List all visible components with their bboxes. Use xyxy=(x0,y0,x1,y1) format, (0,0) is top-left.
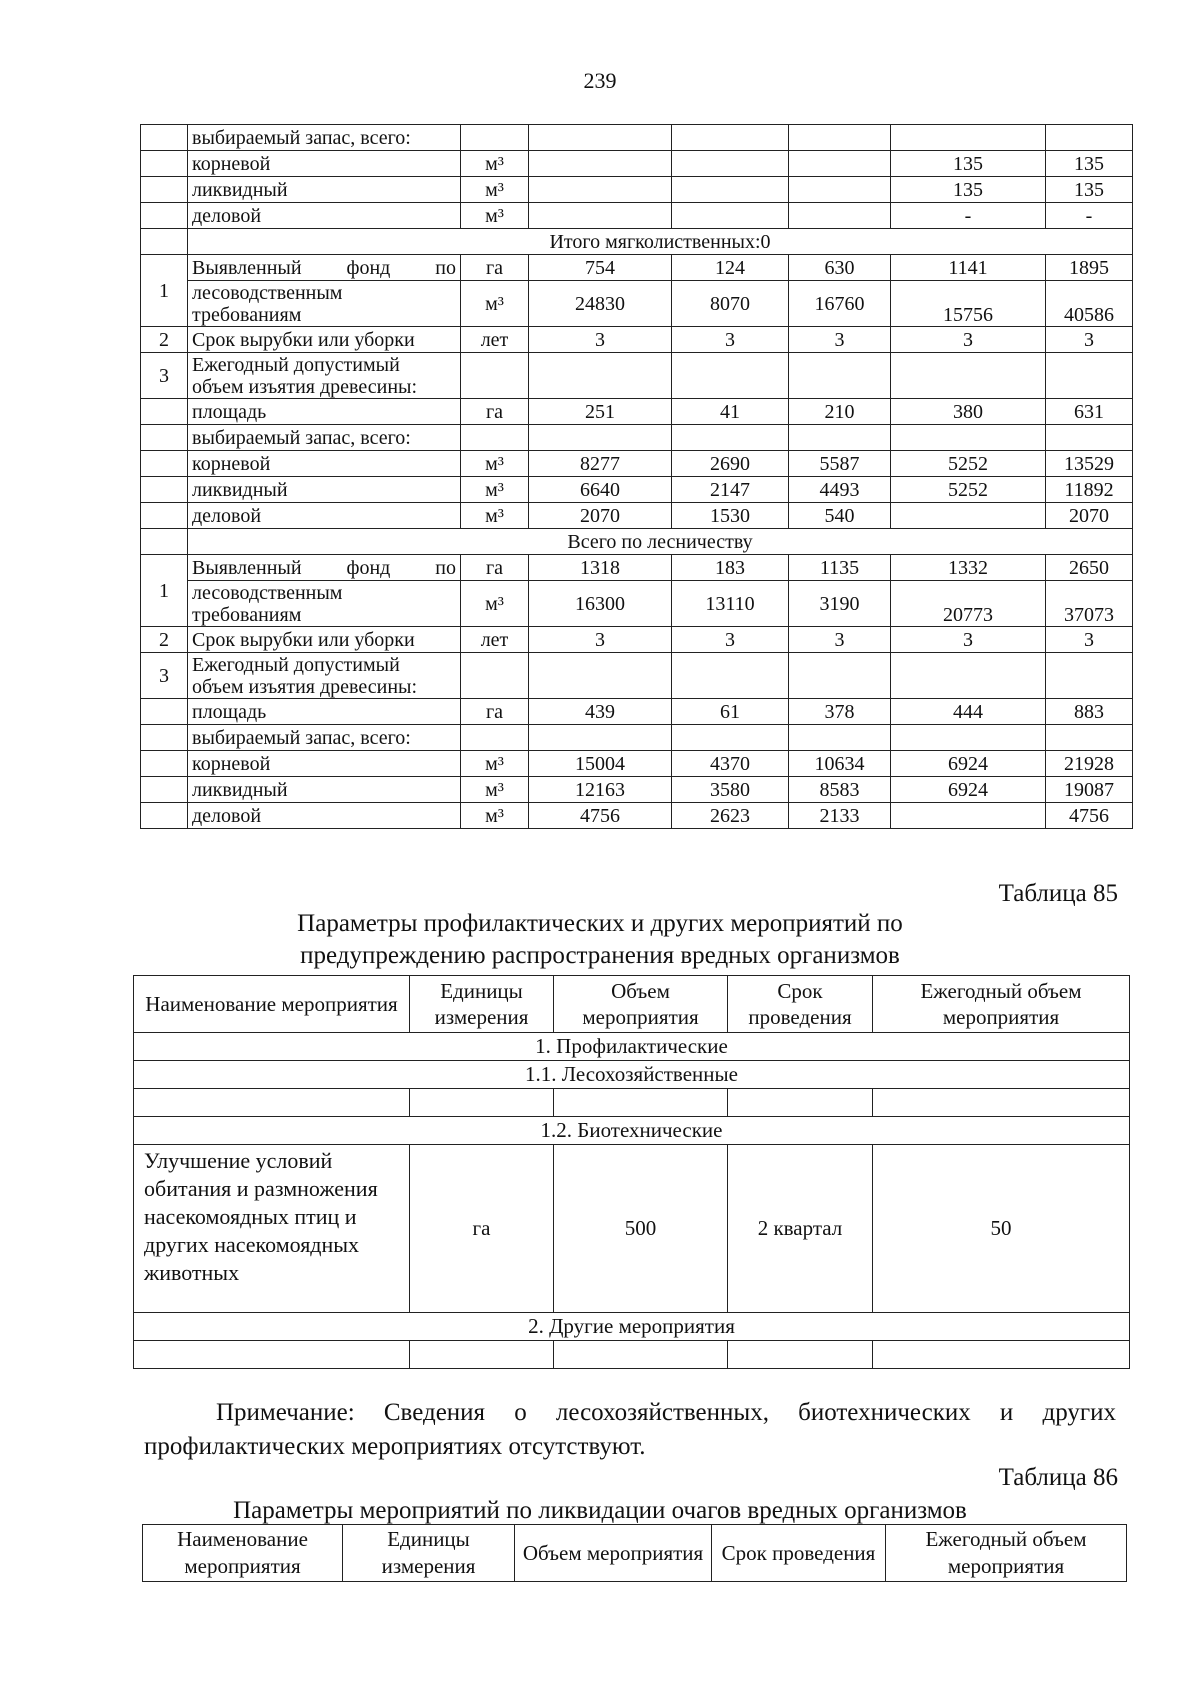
value-cell xyxy=(789,151,891,177)
table-row xyxy=(141,151,1133,177)
empty-cell xyxy=(410,1089,554,1117)
unit-cell: лет xyxy=(461,327,529,353)
header-cell: Ежегодный объем мероприятия xyxy=(873,976,1130,1033)
unit-cell: га xyxy=(461,255,529,281)
value-cell xyxy=(529,425,672,451)
section-other: 2. Другие мероприятия xyxy=(134,1313,1130,1341)
row-label: площадь xyxy=(188,699,461,725)
value-cell: 2070 xyxy=(529,503,672,529)
row-label: корневой xyxy=(188,751,461,777)
section-row xyxy=(141,229,1133,255)
section-label: Итого мягколиственных:0 xyxy=(188,229,1133,255)
value-cell: 3580 xyxy=(672,777,789,803)
value-cell: 444 xyxy=(891,699,1046,725)
header-cell: Единицы измерения xyxy=(410,976,554,1033)
value-cell: 2133 xyxy=(789,803,891,829)
value-cell: 3 xyxy=(529,327,672,353)
row-label: ликвидный xyxy=(188,777,461,803)
unit-cell: га xyxy=(461,399,529,425)
empty-cell xyxy=(728,1089,873,1117)
header-cell: Объем мероприятия xyxy=(554,976,728,1033)
table-row xyxy=(141,177,1133,203)
value-cell: 4756 xyxy=(1046,803,1133,829)
unit-cell: м³ xyxy=(461,777,529,803)
row-label: Срок вырубки или уборки xyxy=(188,627,461,653)
row-number xyxy=(141,151,188,177)
row-label: выбираемый запас, всего: xyxy=(188,725,461,751)
section-label: Всего по лесничеству xyxy=(188,529,1133,555)
table-85 xyxy=(133,975,1130,1369)
value-cell: 2070 xyxy=(1046,503,1133,529)
value-cell xyxy=(529,353,672,399)
value-cell xyxy=(672,653,789,699)
value-cell: 540 xyxy=(789,503,891,529)
value-cell xyxy=(789,653,891,699)
table-85-caption: Таблица 85 xyxy=(998,880,1118,907)
row-label: деловой xyxy=(188,203,461,229)
value-cell: 15004 xyxy=(529,751,672,777)
row-label: Ежегодный допустимый объем изъятия древесины: xyxy=(188,353,461,399)
empty-cell xyxy=(554,1089,728,1117)
row-label: Выявленный фонд по xyxy=(188,255,461,281)
row-number: 1 xyxy=(141,255,188,327)
row-label: площадь xyxy=(188,399,461,425)
value-cell: - xyxy=(1046,203,1133,229)
value-cell: 24830 xyxy=(529,281,672,327)
value-cell xyxy=(789,125,891,151)
row-label: Выявленный фонд по xyxy=(188,555,461,581)
value-cell: 5587 xyxy=(789,451,891,477)
value-cell xyxy=(789,425,891,451)
num-cell xyxy=(141,529,188,555)
row-number xyxy=(141,125,188,151)
row-number xyxy=(141,777,188,803)
unit-cell: м³ xyxy=(461,503,529,529)
table-row xyxy=(141,399,1133,425)
value-cell: - xyxy=(891,203,1046,229)
value-cell: 631 xyxy=(1046,399,1133,425)
value-cell: 8277 xyxy=(529,451,672,477)
value-cell: 2623 xyxy=(672,803,789,829)
header-cell: Срок проведения xyxy=(712,1525,886,1582)
unit-cell: га xyxy=(461,555,529,581)
row-number xyxy=(141,699,188,725)
note-paragraph: Примечание: Сведения о лесохозяйственных, биотехнических и других профилактических мероприятиях отсутствуют. xyxy=(144,1399,1116,1460)
value-cell xyxy=(789,725,891,751)
value-cell: 3 xyxy=(529,627,672,653)
row-label: лесоводственным требованиям xyxy=(188,581,461,627)
unit-cell: м³ xyxy=(461,203,529,229)
table-row xyxy=(141,627,1133,653)
value-cell: 16300 xyxy=(529,581,672,627)
section-biotechnical: 1.2. Биотехнические xyxy=(134,1117,1130,1145)
row-number xyxy=(141,725,188,751)
header-cell: Срок проведения xyxy=(728,976,873,1033)
row-number xyxy=(141,425,188,451)
value-cell: 2147 xyxy=(672,477,789,503)
value-cell xyxy=(1046,353,1133,399)
row-number: 1 xyxy=(141,555,188,627)
value-cell: 135 xyxy=(891,177,1046,203)
value-cell xyxy=(891,503,1046,529)
table-row xyxy=(141,125,1133,151)
value-cell: 20773 xyxy=(891,581,1046,627)
header-cell: Объем мероприятия xyxy=(515,1525,712,1582)
value-cell: 15756 xyxy=(891,281,1046,327)
value-cell: 3 xyxy=(672,327,789,353)
unit-cell: лет xyxy=(461,627,529,653)
value-cell xyxy=(789,177,891,203)
value-cell xyxy=(891,803,1046,829)
header-cell: Наименование мероприятия xyxy=(134,976,410,1033)
value-cell xyxy=(529,653,672,699)
table-row xyxy=(141,581,1133,627)
table-row xyxy=(141,425,1133,451)
empty-cell xyxy=(134,1341,410,1369)
activity-annual: 50 xyxy=(873,1145,1130,1313)
activity-unit: га xyxy=(410,1145,554,1313)
value-cell: 6924 xyxy=(891,777,1046,803)
empty-cell xyxy=(728,1341,873,1369)
num-cell xyxy=(141,229,188,255)
value-cell xyxy=(1046,725,1133,751)
activity-volume: 500 xyxy=(554,1145,728,1313)
table-86-header-row xyxy=(143,1525,1127,1582)
row-label: ликвидный xyxy=(188,177,461,203)
value-cell xyxy=(672,125,789,151)
activity-term: 2 квартал xyxy=(728,1145,873,1313)
value-cell xyxy=(672,353,789,399)
table-row xyxy=(141,699,1133,725)
section-row xyxy=(141,529,1133,555)
value-cell: 380 xyxy=(891,399,1046,425)
forest-fund-table xyxy=(140,124,1133,829)
row-label: деловой xyxy=(188,503,461,529)
table-row xyxy=(141,477,1133,503)
value-cell: 124 xyxy=(672,255,789,281)
section-prophylactic: 1. Профилактические xyxy=(134,1033,1130,1061)
value-cell xyxy=(529,151,672,177)
value-cell: 6640 xyxy=(529,477,672,503)
table-row xyxy=(141,725,1133,751)
value-cell: 2690 xyxy=(672,451,789,477)
empty-cell xyxy=(873,1341,1130,1369)
row-number: 3 xyxy=(141,653,188,699)
value-cell: 3 xyxy=(672,627,789,653)
value-cell: 630 xyxy=(789,255,891,281)
row-number xyxy=(141,203,188,229)
value-cell: 439 xyxy=(529,699,672,725)
value-cell: 754 xyxy=(529,255,672,281)
value-cell xyxy=(891,725,1046,751)
row-number xyxy=(141,503,188,529)
activity-name: Улучшение условий обитания и размножения насекомоядных птиц и других насекомоядных животных xyxy=(134,1145,410,1313)
value-cell: 11892 xyxy=(1046,477,1133,503)
unit-cell: м³ xyxy=(461,803,529,829)
table-row xyxy=(141,777,1133,803)
value-cell xyxy=(529,203,672,229)
row-label: выбираемый запас, всего: xyxy=(188,425,461,451)
value-cell: 3 xyxy=(891,327,1046,353)
unit-cell xyxy=(461,653,529,699)
row-label: корневой xyxy=(188,451,461,477)
value-cell: 1135 xyxy=(789,555,891,581)
value-cell: 5252 xyxy=(891,451,1046,477)
value-cell: 8070 xyxy=(672,281,789,327)
table-row xyxy=(141,555,1133,581)
value-cell: 1318 xyxy=(529,555,672,581)
value-cell xyxy=(672,177,789,203)
value-cell: 10634 xyxy=(789,751,891,777)
value-cell: 13529 xyxy=(1046,451,1133,477)
value-cell: 16760 xyxy=(789,281,891,327)
value-cell xyxy=(529,125,672,151)
row-number xyxy=(141,399,188,425)
unit-cell: м³ xyxy=(461,151,529,177)
value-cell: 183 xyxy=(672,555,789,581)
unit-cell xyxy=(461,425,529,451)
row-number xyxy=(141,477,188,503)
table-row xyxy=(141,281,1133,327)
value-cell xyxy=(672,425,789,451)
table-row xyxy=(141,327,1133,353)
value-cell xyxy=(891,353,1046,399)
value-cell xyxy=(672,151,789,177)
value-cell: 5252 xyxy=(891,477,1046,503)
unit-cell: м³ xyxy=(461,177,529,203)
value-cell: 13110 xyxy=(672,581,789,627)
unit-cell xyxy=(461,725,529,751)
value-cell: 61 xyxy=(672,699,789,725)
table-row xyxy=(141,203,1133,229)
table-86-caption: Таблица 86 xyxy=(998,1464,1118,1491)
table-row xyxy=(141,803,1133,829)
value-cell: 21928 xyxy=(1046,751,1133,777)
empty-cell xyxy=(873,1089,1130,1117)
value-cell: 3 xyxy=(1046,327,1133,353)
value-cell: 1141 xyxy=(891,255,1046,281)
row-label: Срок вырубки или уборки xyxy=(188,327,461,353)
unit-cell: м³ xyxy=(461,451,529,477)
table-86 xyxy=(142,1524,1127,1582)
value-cell: 883 xyxy=(1046,699,1133,725)
row-number: 3 xyxy=(141,353,188,399)
header-cell: Ежегодный объем мероприятия xyxy=(886,1525,1127,1582)
value-cell xyxy=(529,177,672,203)
row-label: ликвидный xyxy=(188,477,461,503)
value-cell: 12163 xyxy=(529,777,672,803)
empty-cell xyxy=(134,1089,410,1117)
value-cell xyxy=(672,725,789,751)
unit-cell: м³ xyxy=(461,281,529,327)
value-cell xyxy=(891,653,1046,699)
value-cell: 37073 xyxy=(1046,581,1133,627)
unit-cell xyxy=(461,353,529,399)
value-cell: 1530 xyxy=(672,503,789,529)
value-cell: 3 xyxy=(1046,627,1133,653)
value-cell: 4370 xyxy=(672,751,789,777)
value-cell: 40586 xyxy=(1046,281,1133,327)
value-cell xyxy=(789,353,891,399)
value-cell xyxy=(1046,125,1133,151)
value-cell xyxy=(672,203,789,229)
value-cell: 1332 xyxy=(891,555,1046,581)
row-number: 2 xyxy=(141,327,188,353)
value-cell xyxy=(1046,653,1133,699)
value-cell: 2650 xyxy=(1046,555,1133,581)
value-cell: 135 xyxy=(891,151,1046,177)
value-cell xyxy=(1046,425,1133,451)
header-cell: Наименование мероприятия xyxy=(143,1525,343,1582)
page-number: 239 xyxy=(583,68,617,93)
value-cell xyxy=(529,725,672,751)
table-row xyxy=(141,255,1133,281)
empty-cell xyxy=(410,1341,554,1369)
row-label: лесоводственным требованиям xyxy=(188,281,461,327)
table-row xyxy=(141,503,1133,529)
unit-cell: м³ xyxy=(461,751,529,777)
value-cell xyxy=(891,425,1046,451)
table-85-title: Параметры профилактических и других мероприятий по предупреждению распространения вредных организмов xyxy=(297,910,903,969)
value-cell: 4756 xyxy=(529,803,672,829)
unit-cell xyxy=(461,125,529,151)
table-row xyxy=(141,353,1133,399)
row-number xyxy=(141,451,188,477)
row-number: 2 xyxy=(141,627,188,653)
value-cell: 3 xyxy=(891,627,1046,653)
table-row xyxy=(141,751,1133,777)
empty-cell xyxy=(554,1341,728,1369)
table-row xyxy=(141,451,1133,477)
value-cell: 4493 xyxy=(789,477,891,503)
header-cell: Единицы измерения xyxy=(343,1525,515,1582)
value-cell: 378 xyxy=(789,699,891,725)
value-cell: 135 xyxy=(1046,151,1133,177)
row-label: выбираемый запас, всего: xyxy=(188,125,461,151)
value-cell: 3 xyxy=(789,627,891,653)
row-label: Ежегодный допустимый объем изъятия древесины: xyxy=(188,653,461,699)
value-cell: 8583 xyxy=(789,777,891,803)
row-label: деловой xyxy=(188,803,461,829)
value-cell: 210 xyxy=(789,399,891,425)
table-86-title: Параметры мероприятий по ликвидации очагов вредных организмов xyxy=(233,1497,967,1524)
table-row xyxy=(141,653,1133,699)
value-cell: 1895 xyxy=(1046,255,1133,281)
row-number xyxy=(141,751,188,777)
value-cell: 6924 xyxy=(891,751,1046,777)
row-label: корневой xyxy=(188,151,461,177)
value-cell: 3 xyxy=(789,327,891,353)
unit-cell: м³ xyxy=(461,477,529,503)
value-cell xyxy=(891,125,1046,151)
value-cell: 41 xyxy=(672,399,789,425)
value-cell: 19087 xyxy=(1046,777,1133,803)
value-cell: 135 xyxy=(1046,177,1133,203)
value-cell: 251 xyxy=(529,399,672,425)
section-forestry: 1.1. Лесохозяйственные xyxy=(134,1061,1130,1089)
unit-cell: м³ xyxy=(461,581,529,627)
table-85-header-row xyxy=(134,976,1130,1033)
row-number xyxy=(141,177,188,203)
row-number xyxy=(141,803,188,829)
value-cell xyxy=(789,203,891,229)
value-cell: 3190 xyxy=(789,581,891,627)
unit-cell: га xyxy=(461,699,529,725)
